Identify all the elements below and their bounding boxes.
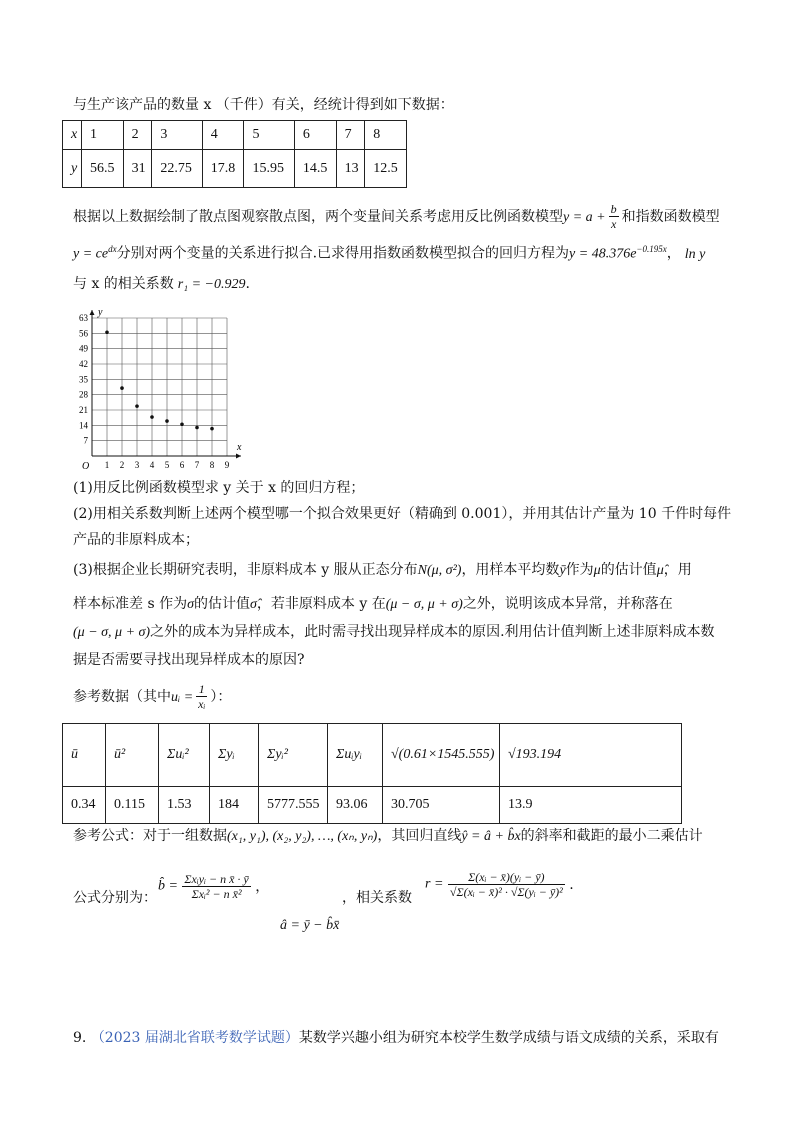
table-cell: x	[63, 121, 82, 150]
table-cell: 12.5	[365, 150, 407, 188]
normal-distribution: N(μ, σ²)	[417, 563, 462, 578]
model-exponential: y = ce	[73, 246, 109, 262]
data-point	[120, 386, 124, 390]
text: ，若非原料成本 y 在	[256, 596, 386, 612]
text: 分别对两个变量的关系进行拟合.已求得用指数函数模型拟合的回归方程为	[116, 245, 570, 262]
value-cell: 184	[210, 787, 259, 824]
x-tick-label: 1	[104, 460, 110, 470]
data-table	[62, 120, 407, 188]
ln-y: ln y	[684, 246, 706, 262]
data-point	[195, 426, 199, 430]
para1-line3	[73, 276, 250, 294]
origin-label: O	[82, 461, 90, 472]
table-cell: 56.5	[81, 150, 123, 188]
text: 的估计值	[194, 596, 250, 612]
value-cell: 0.34	[63, 787, 106, 824]
y-tick-label: 56	[79, 328, 88, 339]
fraction-den: x	[610, 217, 617, 232]
text: ，	[666, 245, 681, 262]
model-inverse-fraction	[609, 202, 619, 232]
header-cell: √(0.61×1545.555)	[383, 724, 500, 787]
value-cell: 5777.555	[259, 787, 328, 824]
r-formula	[425, 870, 574, 900]
scatter-chart	[60, 308, 260, 474]
text: 参考公式：对于一组数据	[73, 828, 227, 844]
table-cell: 7	[336, 121, 365, 150]
x-tick-label: 3	[134, 460, 140, 470]
reference-header-row	[63, 724, 682, 787]
table-cell: 22.75	[152, 150, 202, 188]
interval: (μ − σ, μ + σ)	[73, 625, 151, 640]
fraction-den: xᵢ	[198, 697, 206, 712]
text: 和指数函数模型	[621, 208, 720, 225]
header-cell: ū	[63, 724, 106, 787]
x-tick-label: 6	[179, 460, 185, 470]
text: 作为	[565, 562, 594, 578]
regression-line: ŷ = â + b̂x	[461, 829, 521, 844]
fraction-den: √Σ(xᵢ − x̄)² · √Σ(yᵢ − ȳ)²	[449, 885, 563, 900]
header-cell: Σyᵢ	[210, 724, 259, 787]
value-cell: 0.115	[106, 787, 159, 824]
question-3-line3	[73, 624, 715, 642]
reference-table	[62, 723, 682, 824]
table-row-y	[63, 150, 407, 188]
question-3-line4: 据是否需要寻找出现异样成本的原因?	[73, 652, 305, 668]
x-tick-label: 4	[149, 460, 155, 470]
data-point	[105, 330, 109, 334]
formula-line2-label: 公式分别为：	[73, 890, 157, 906]
text: 之外的成本为异样成本，此时需寻找出现异样成本的原因.利用估计值判断上述非原料成本数	[150, 624, 715, 640]
b-hat-lhs: b̂ =	[158, 878, 178, 894]
y-axis-label: y	[98, 308, 103, 318]
sigma-hat: σ̂	[250, 597, 257, 612]
value-cell: 1.53	[159, 787, 210, 824]
y-bar: ȳ	[559, 563, 566, 578]
y-tick-label: 49	[79, 343, 88, 354]
question-2-line2: 产品的非原料成本；	[73, 532, 199, 548]
text: 的估计值	[600, 562, 657, 578]
text: 参考数据（其中	[73, 688, 171, 705]
y-tick-label: 63	[79, 313, 88, 323]
correlation-label: ，相关系数	[342, 890, 412, 906]
question-3-line1	[73, 562, 692, 580]
table-cell: 14.5	[294, 150, 336, 188]
comma: ，	[255, 878, 270, 895]
header-cell: √193.194	[500, 724, 682, 787]
y-tick-label: 7	[83, 435, 88, 446]
text: 与 x 的相关系数	[73, 276, 174, 292]
table-cell: 1	[81, 121, 123, 150]
period: .	[569, 876, 574, 893]
table-cell: 4	[202, 121, 244, 150]
y-tick-label: 42	[79, 359, 88, 369]
y-tick-label: 14	[79, 420, 88, 431]
data-point	[135, 404, 139, 408]
x-tick-label: 5	[164, 460, 170, 470]
table-cell: 15.95	[244, 150, 294, 188]
header-cell: Σyᵢ²	[259, 724, 328, 787]
data-point	[210, 427, 214, 431]
fit-equation: y = 48.376e	[569, 246, 637, 262]
u-def: uᵢ =	[171, 689, 194, 705]
data-point	[180, 422, 184, 426]
fraction-num: 1	[196, 682, 207, 697]
para1-line2	[73, 244, 705, 263]
u-def-fraction	[196, 682, 207, 712]
r-lhs: r =	[425, 876, 444, 892]
model-inverse: y = a +	[563, 209, 606, 225]
mu: μ	[593, 563, 601, 578]
para1-line1	[73, 202, 720, 232]
y-tick-label: 35	[79, 374, 88, 385]
x-tick-label: 9	[224, 460, 230, 470]
text: 之外，说明该成本异常，并称落在	[462, 596, 673, 612]
r1-value: r₁ = −0.929	[177, 277, 246, 292]
text: 根据以上数据绘制了散点图观察散点图，两个变量间关系考虑用反比例函数模型	[73, 208, 563, 225]
table-row-x	[63, 121, 407, 150]
table-cell: 17.8	[202, 150, 244, 188]
text: 样本标准差 s 作为	[73, 596, 188, 612]
formula-line1	[73, 828, 703, 846]
fraction-den: Σxᵢ² − n x̄²	[191, 887, 242, 902]
y-axis-arrow	[90, 310, 95, 315]
data-point	[165, 419, 169, 423]
text: ，用	[663, 562, 692, 578]
question-source[interactable]: （2023 届湖北省联考数学试题）	[90, 1030, 299, 1046]
a-hat-formula: â = ȳ − b̂x̄	[280, 918, 340, 933]
value-cell: 93.06	[328, 787, 383, 824]
table-cell: 6	[294, 121, 336, 150]
table-cell: 8	[365, 121, 407, 150]
question-2-line1: (2)用相关系数判断上述两个模型哪一个拟合效果更好（精确到 0.001），并用其估计产量为 10 千件时每件	[73, 506, 732, 522]
fraction-num: Σ(xᵢ − x̄)(yᵢ − ȳ)	[448, 870, 565, 885]
x-axis-arrow	[236, 454, 241, 459]
reference-value-row	[63, 787, 682, 824]
mu-hat: μ̂	[656, 563, 664, 578]
fraction-num: b	[610, 202, 617, 216]
text: .	[245, 276, 250, 292]
table-cell: 2	[123, 121, 152, 150]
b-hat-fraction	[182, 872, 250, 902]
question-text: 某数学兴趣小组为研究本校学生数学成绩与语文成绩的关系，采取有	[298, 1030, 719, 1046]
fit-exponent: −0.195x	[636, 244, 667, 254]
b-hat-formula	[158, 872, 269, 902]
header-cell: ū²	[106, 724, 159, 787]
text: (3)根据企业长期研究表明，非原料成本 y 服从正态分布	[73, 562, 418, 578]
intro-line: 与生产该产品的数量 x （千件）有关，经统计得到如下数据：	[73, 97, 454, 113]
model-exponent: dx	[108, 244, 117, 254]
interval: (μ − σ, μ + σ)	[385, 597, 463, 612]
table-cell: 13	[336, 150, 365, 188]
question-3-line2	[73, 596, 673, 614]
value-cell: 30.705	[383, 787, 500, 824]
x-tick-label: 2	[119, 460, 125, 470]
question-number: 9.	[73, 1030, 87, 1046]
question-9	[73, 1030, 719, 1047]
value-cell: 13.9	[500, 787, 682, 824]
data-pairs: (x₁, y₁), (x₂, y₂), …, (xₙ, yₙ)	[227, 829, 378, 844]
r-fraction	[448, 870, 565, 900]
text: ）：	[210, 688, 232, 705]
y-tick-label: 28	[79, 389, 88, 400]
reference-label	[73, 682, 231, 712]
table-cell: y	[63, 150, 82, 188]
table-cell: 5	[244, 121, 294, 150]
table-cell: 31	[123, 150, 152, 188]
header-cell: Σuᵢ²	[159, 724, 210, 787]
text: ，用样本平均数	[461, 562, 560, 578]
text: ，其回归直线	[377, 828, 462, 844]
header-cell: Σuᵢyᵢ	[328, 724, 383, 787]
sigma: σ	[187, 597, 194, 612]
data-point	[150, 415, 154, 419]
text: 的斜率和截距的最小二乘估计	[520, 828, 703, 844]
question-1: (1)用反比例函数模型求 y 关于 x 的回归方程；	[73, 480, 365, 496]
fraction-num: Σxᵢyᵢ − n x̄ · ȳ	[184, 872, 249, 886]
table-cell: 3	[152, 121, 202, 150]
x-tick-label: 7	[194, 460, 200, 470]
y-tick-label: 21	[79, 405, 88, 415]
x-tick-label: 8	[209, 460, 215, 470]
x-axis-label: x	[237, 442, 242, 453]
